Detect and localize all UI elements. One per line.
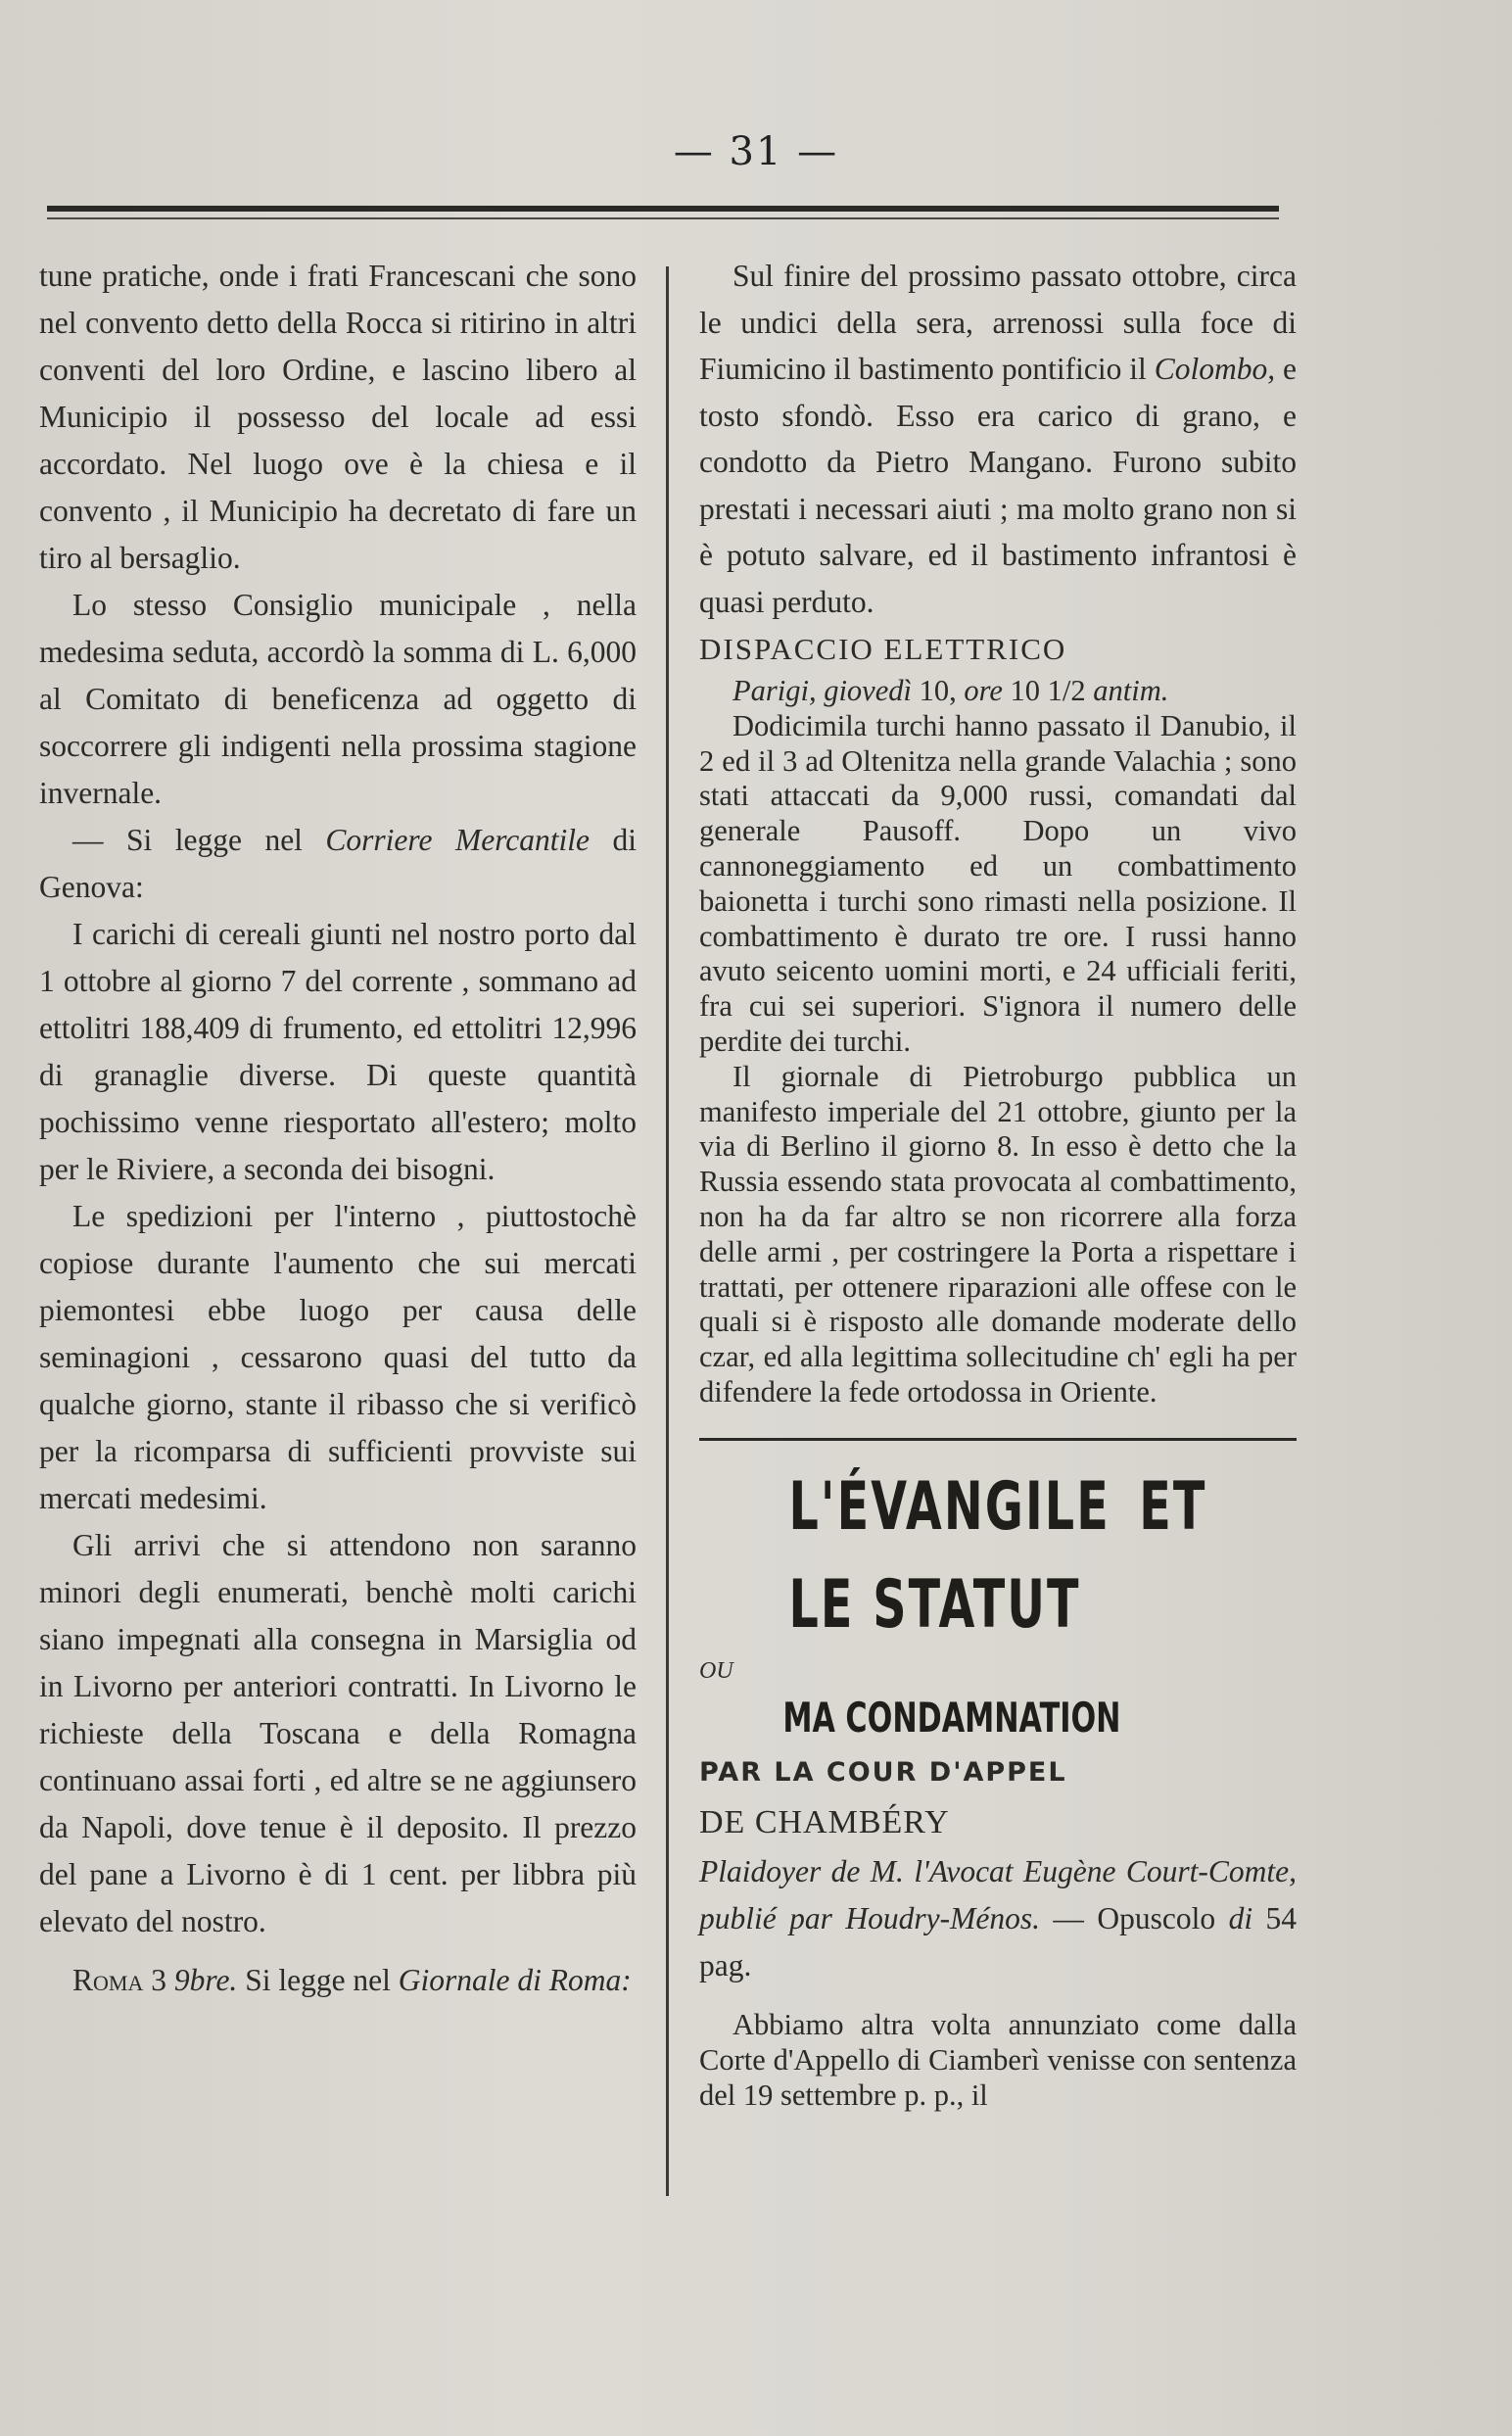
ship-name: Colombo, <box>1154 352 1276 386</box>
dateline-day: 3 <box>151 1963 166 1997</box>
text: Sul finire del prossimo passato ottobre, circa le undici della sera, arrenossi sulla foce di Fiumicino il bastimento pontificio il <box>699 259 1297 386</box>
newspaper-name: Corriere Mercantile <box>325 823 590 857</box>
paragraph: Abbiamo altra volta annunziato come dalla Corte d'Appello di Ciamberì venisse con sentenza del 19 settembre p. p., il <box>699 2007 1297 2112</box>
paragraph <box>699 253 1297 625</box>
dateline-ore: ore <box>964 674 1003 707</box>
text: Si legge nel <box>245 1963 391 1997</box>
paragraph: I carichi di cereali giunti nel nostro porto dal 1 ottobre al giorno 7 del corrente , sommano ad ettolitri 188,409 di frumento, ed ettolitri 12,996 di granaglie diverse. Di queste quantità pochissimo venne riesportato all'estero; molto per le Riviere, a seconda dei bisogni. <box>39 917 637 1186</box>
paragraph: Le spedizioni per l'interno , piuttostochè copiose durante l'aumento che sui mercati piemontesi ebbe luogo per causa delle seminagioni , cessarono quasi del tutto da qualche giorno, stante il ribasso che si verificò per la ricomparsa di sufficienti provviste sui mercati medesimi. <box>39 1199 637 1515</box>
dateline-month: 9bre. <box>173 1963 238 1997</box>
section-rule <box>699 1438 1297 1441</box>
paragraph <box>39 817 637 911</box>
header-rule-thin <box>47 217 1279 219</box>
page-count: 54 pag. <box>699 1900 1298 1982</box>
text: — Opuscolo <box>1053 1900 1216 1935</box>
header-rule <box>47 206 1279 212</box>
paragraph: Lo stesso Consiglio municipale , nella medesima seduta, accordò la somma di L. 6,000 al Comitato di beneficenza ad oggetto di soccorrere gli indigenti nella prossima stagione invernale. <box>39 588 637 810</box>
dateline-place: Parigi, giovedì <box>732 674 912 707</box>
paragraph: Dodicimila turchi hanno passato il Danubio, il 2 ed il 3 ad Oltenitza nella grande Valachia ; sono stati attaccati da 9,000 russi, comandati dal generale Pausoff. Dopo un vivo cannoneggiamento ed un combattimento baionetta i turchi sono rimasti nella posizione. Il combattimento è durato tre ore. I russi hanno avuto seicento uomini morti, e 24 ufficiali feriti, fra cui sei superiori. S'ignora il numero delle perdite dei turchi. <box>699 708 1297 1058</box>
dateline-city: Roma <box>72 1963 144 1997</box>
paragraph: tune pratiche, onde i frati Francescani che sono nel convento detto della Rocca si ritirino in altri conventi del loro Ordine, e lascino libero al Municipio il possesso del locale ad essi accordato. Nel luogo ove è la chiesa e il convento , il Municipio ha decretato di fare un tiro al bersaglio. <box>39 259 637 575</box>
page-number: — 31 — <box>673 129 839 174</box>
paragraph: Il giornale di Pietroburgo pubblica un manifesto imperiale del 21 ottobre, giunto per la via di Berlino il giorno 8. In esso è detto che la Russia essendo stata provocata al combattimento, non ha da far altro se non ricorrere alla forza delle armi , per costringere la Porta a rispettare i trattati, per ottenere riparazioni alle offese con le quali si è risposto alle domande moderate dello czar, ed alla legittima sollecitudine ch' egli ha per difendere la fede ortodossa in Oriente. <box>699 1059 1297 1409</box>
text: — Si legge nel <box>72 823 303 857</box>
advert-title: L'ÉVANGILE ET LE STATUT <box>788 1467 1207 1644</box>
dateline-antim: antim. <box>1093 674 1169 707</box>
right-column <box>699 253 1297 2113</box>
text: di Genova: <box>39 823 637 904</box>
text: e tosto sfondò. Esso era carico di grano, e condotto da Pietro Mangano. Furono subito prestati i necessari aiuti ; ma molto grano non si è potuto salvare, ed il bastimento infrantosi è quasi perduto. <box>699 352 1298 619</box>
dateline-hour: 10 1/2 <box>1010 674 1086 707</box>
column-divider <box>666 266 669 2196</box>
dateline <box>699 674 1297 709</box>
advert-subtitle: MA CONDAMNATION <box>782 1693 1121 1742</box>
paragraph: Gli arrivi che si attendono non saranno minori degli enumerati, benchè molti carichi siano impegnati alla consegna in Marsiglia od in Livorno per anteriori contratti. In Livorno le richieste della Toscana e della Romagna continuano assai forti , ed altre se ne aggiunsero da Napoli, dove tenue è il deposito. Il prezzo del pane a Livorno è di 1 cent. per libbra più elevato del nostro. <box>39 1528 637 1938</box>
advert-city: DE CHAMBÉRY <box>699 1803 950 1840</box>
dispatch-heading: DISPACCIO ELETTRICO <box>699 632 1067 666</box>
advert-ou: OU <box>699 1657 733 1684</box>
advert-court: PAR LA COUR D'APPEL <box>699 1756 1067 1788</box>
advert-author: Plaidoyer de M. l'Avocat Eugène Court-Comte, publié par Houdry-Ménos. <box>699 1853 1297 1935</box>
dateline-day: 10, <box>919 674 957 707</box>
text: di <box>1228 1900 1253 1935</box>
advert-description <box>699 1848 1297 1989</box>
paragraph <box>39 1957 637 2004</box>
left-column <box>39 253 637 2004</box>
newspaper-name: Giornale di Roma: <box>398 1963 632 1997</box>
